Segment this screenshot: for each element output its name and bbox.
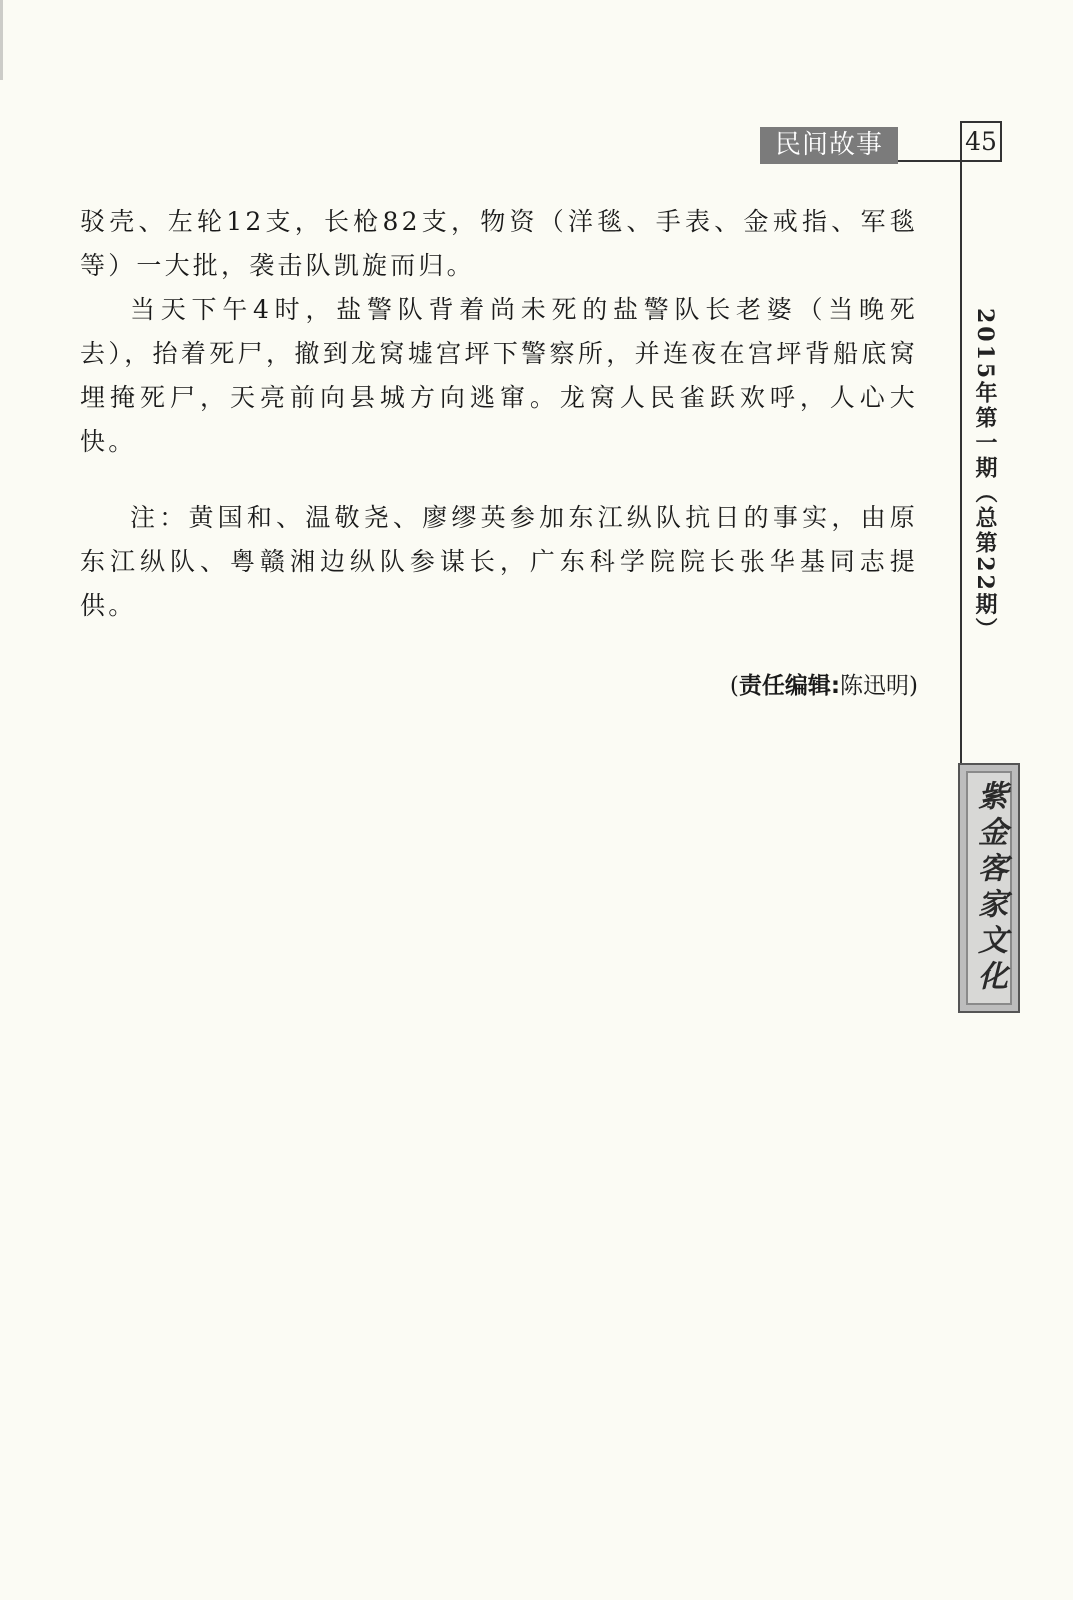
scan-edge-mark	[0, 0, 3, 80]
page-number: 45	[960, 121, 1002, 162]
vertical-divider	[960, 160, 962, 763]
issue-info: 2015年第一期（总第22期）	[972, 308, 998, 643]
article-body	[80, 200, 918, 628]
editor-name: 陈迅明	[840, 673, 910, 699]
section-label: 民间故事	[760, 127, 898, 164]
editor-colon: :	[830, 673, 841, 699]
seal-logo	[958, 763, 1020, 1013]
header-rule	[898, 160, 960, 162]
footnote: 注：黄国和、温敬尧、廖缪英参加东江纵队抗日的事实，由原东江纵队、粤赣湘边纵队参谋长，广东科学院院长张华基同志提供。	[80, 503, 918, 620]
editor-credit: (责任编辑:陈迅明)	[729, 673, 918, 699]
seal-text: 紫金客家文化	[972, 780, 1007, 996]
paragraph-1: 驳壳、左轮12支，长枪82支，物资（洋毯、手表、金戒指、军毯等）一大批，袭击队凯旋而归。	[80, 207, 918, 280]
editor-label: 责任编辑	[738, 673, 831, 699]
paragraph-2: 当天下午4时，盐警队背着尚未死的盐警队长老婆（当晚死去），抬着死尸，撤到龙窝墟宫坪下警察所，并连夜在宫坪背船底窝埋掩死尸，天亮前向县城方向逃窜。龙窝人民雀跃欢呼，人心大快。	[80, 295, 918, 456]
seal-inner-frame	[966, 771, 1012, 1005]
